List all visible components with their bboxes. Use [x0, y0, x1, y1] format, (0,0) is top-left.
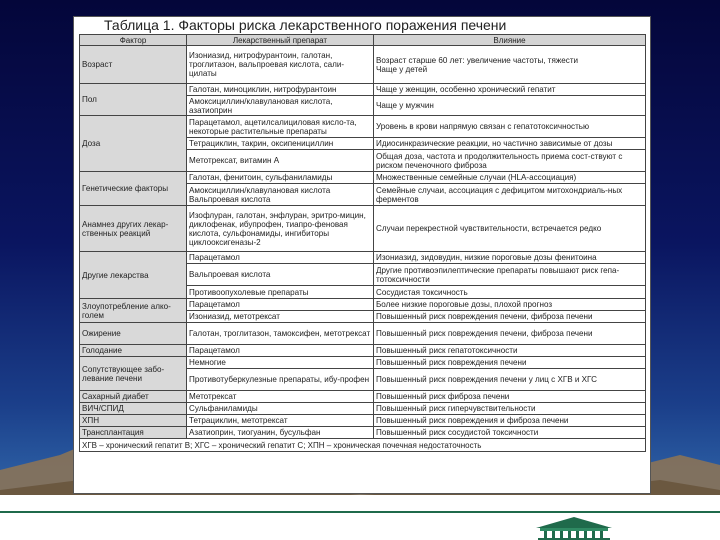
table-row — [80, 323, 646, 345]
effect-cell: Повышенный риск повреждения печени, фиброза печени — [374, 311, 646, 323]
effect-cell: Повышенный риск повреждения печени — [374, 357, 646, 369]
drug-cell: Азатиоприн, тиогуанин, бусульфан — [187, 427, 374, 439]
table-row — [80, 391, 646, 403]
factor-cell: Сахарный диабет — [80, 391, 187, 403]
table-row — [80, 403, 646, 415]
university-building-icon — [532, 514, 616, 540]
drug-cell: Изониазид, метотрексат — [187, 311, 374, 323]
effect-cell: Изониазид, зидовудин, низкие пороговые дозы фенитоина — [374, 252, 646, 264]
factor-cell: ХПН — [80, 415, 187, 427]
risk-factors-table — [79, 34, 646, 452]
factor-cell: Доза — [80, 116, 187, 172]
effect-cell: Семейные случаи, ассоциация с дефицитом митохондриаль-ных ферментов — [374, 184, 646, 206]
factor-cell: Голодание — [80, 345, 187, 357]
drug-cell: Противотуберкулезные препараты, ибу-профен — [187, 369, 374, 391]
effect-cell: Уровень в крови напрямую связан с гепатотоксичностью — [374, 116, 646, 138]
drug-cell: Метотрексат, витамин А — [187, 150, 374, 172]
drug-cell: Галотан, миноциклин, нитрофурантоин — [187, 84, 374, 96]
drug-cell: Изониазид, нитрофурантоин, галотан, троглитазон, вальпроевая кислота, сали-цилаты — [187, 46, 374, 84]
table-row — [80, 206, 646, 252]
factor-cell: ВИЧ/СПИД — [80, 403, 187, 415]
factor-cell: Пол — [80, 84, 187, 116]
header-factor: Фактор — [80, 35, 187, 46]
drug-cell: Тетрациклин, такрин, оксипенициллин — [187, 138, 374, 150]
effect-cell: Идиосинкразические реакции, но частично зависимые от дозы — [374, 138, 646, 150]
drug-cell: Парацетамол — [187, 252, 374, 264]
factor-cell: Анамнез других лекар-ственных реакций — [80, 206, 187, 252]
table-row — [80, 46, 646, 84]
effect-cell: Повышенный риск фиброза печени — [374, 391, 646, 403]
factor-cell: Сопутствующее забо-левание печени — [80, 357, 187, 391]
drug-cell: Метотрексат — [187, 391, 374, 403]
drug-cell: Сульфаниламиды — [187, 403, 374, 415]
effect-cell: Более низкие пороговые дозы, плохой прогноз — [374, 299, 646, 311]
drug-cell: Галотан, фенитоин, сульфаниламиды — [187, 172, 374, 184]
effect-cell: Чаще у женщин, особенно хронический гепатит — [374, 84, 646, 96]
factor-cell: Ожирение — [80, 323, 187, 345]
table-row — [80, 357, 646, 369]
effect-cell: Повышенный риск гепатотоксичности — [374, 345, 646, 357]
drug-cell: Вальпроевая кислота — [187, 264, 374, 286]
effect-cell: Множественные семейные случаи (HLA-ассоциация) — [374, 172, 646, 184]
drug-cell: Тетрациклин, метотрексат — [187, 415, 374, 427]
table-row — [80, 427, 646, 439]
effect-cell: Повышенный риск повреждения печени, фиброза печени — [374, 323, 646, 345]
factor-cell: Другие лекарства — [80, 252, 187, 299]
effect-cell: Возраст старше 60 лет: увеличение частоты, тяжести Чаще у детей — [374, 46, 646, 84]
drug-cell: Парацетамол, ацетилсалициловая кисло-та, некоторые растительные препараты — [187, 116, 374, 138]
drug-cell: Изофлуран, галотан, энфлуран, эритро-мицин, диклофенак, ибупрофен, тиапро-феновая кислота, сульфонамиды, ингибиторы циклооксигеназы-2 — [187, 206, 374, 252]
table-footer-row — [80, 439, 646, 452]
drug-cell: Галотан, троглитазон, тамоксифен, метотрексат — [187, 323, 374, 345]
header-effect: Влияние — [374, 35, 646, 46]
effect-cell: Повышенный риск повреждения и фиброза печени — [374, 415, 646, 427]
factor-cell: Трансплантация — [80, 427, 187, 439]
table-title: Таблица 1. Факторы риска лекарственного поражения печени — [104, 17, 507, 33]
effect-cell: Повышенный риск повреждения печени у лиц с ХГВ и ХГС — [374, 369, 646, 391]
drug-cell: Немногие — [187, 357, 374, 369]
effect-cell: Другие противоэпилептические препараты повышают риск гепа-тотоксичности — [374, 264, 646, 286]
factor-cell: Злоупотребление алко-голем — [80, 299, 187, 323]
table-row — [80, 84, 646, 96]
effect-cell: Случаи перекрестной чувствительности, встречается редко — [374, 206, 646, 252]
drug-cell: Амоксициллин/клавулановая кислота Вальпроевая кислота — [187, 184, 374, 206]
effect-cell: Чаще у мужчин — [374, 96, 646, 116]
table-row — [80, 345, 646, 357]
drug-cell: Парацетамол — [187, 345, 374, 357]
table-row — [80, 299, 646, 311]
effect-cell: Сосудистая токсичность — [374, 286, 646, 299]
table-row — [80, 116, 646, 138]
factor-cell: Генетические факторы — [80, 172, 187, 206]
footer-divider — [0, 511, 720, 513]
table-row — [80, 252, 646, 264]
drug-cell: Парацетамол — [187, 299, 374, 311]
table-row — [80, 415, 646, 427]
drug-cell: Амоксициллин/клавулановая кислота, азатиоприн — [187, 96, 374, 116]
effect-cell: Повышенный риск гиперчувствительности — [374, 403, 646, 415]
effect-cell: Повышенный риск сосудистой токсичности — [374, 427, 646, 439]
effect-cell: Общая доза, частота и продолжительность приема сост-ствуют с риском печеночного фиброза — [374, 150, 646, 172]
drug-cell: Противоопухолевые препараты — [187, 286, 374, 299]
header-drug: Лекарственный препарат — [187, 35, 374, 46]
table-footnote: ХГВ – хронический гепатит В; ХГС – хронический гепатит С; ХПН – хроническая почечная недостаточность — [80, 439, 646, 452]
table-header-row — [80, 35, 646, 46]
table-row — [80, 172, 646, 184]
factor-cell: Возраст — [80, 46, 187, 84]
